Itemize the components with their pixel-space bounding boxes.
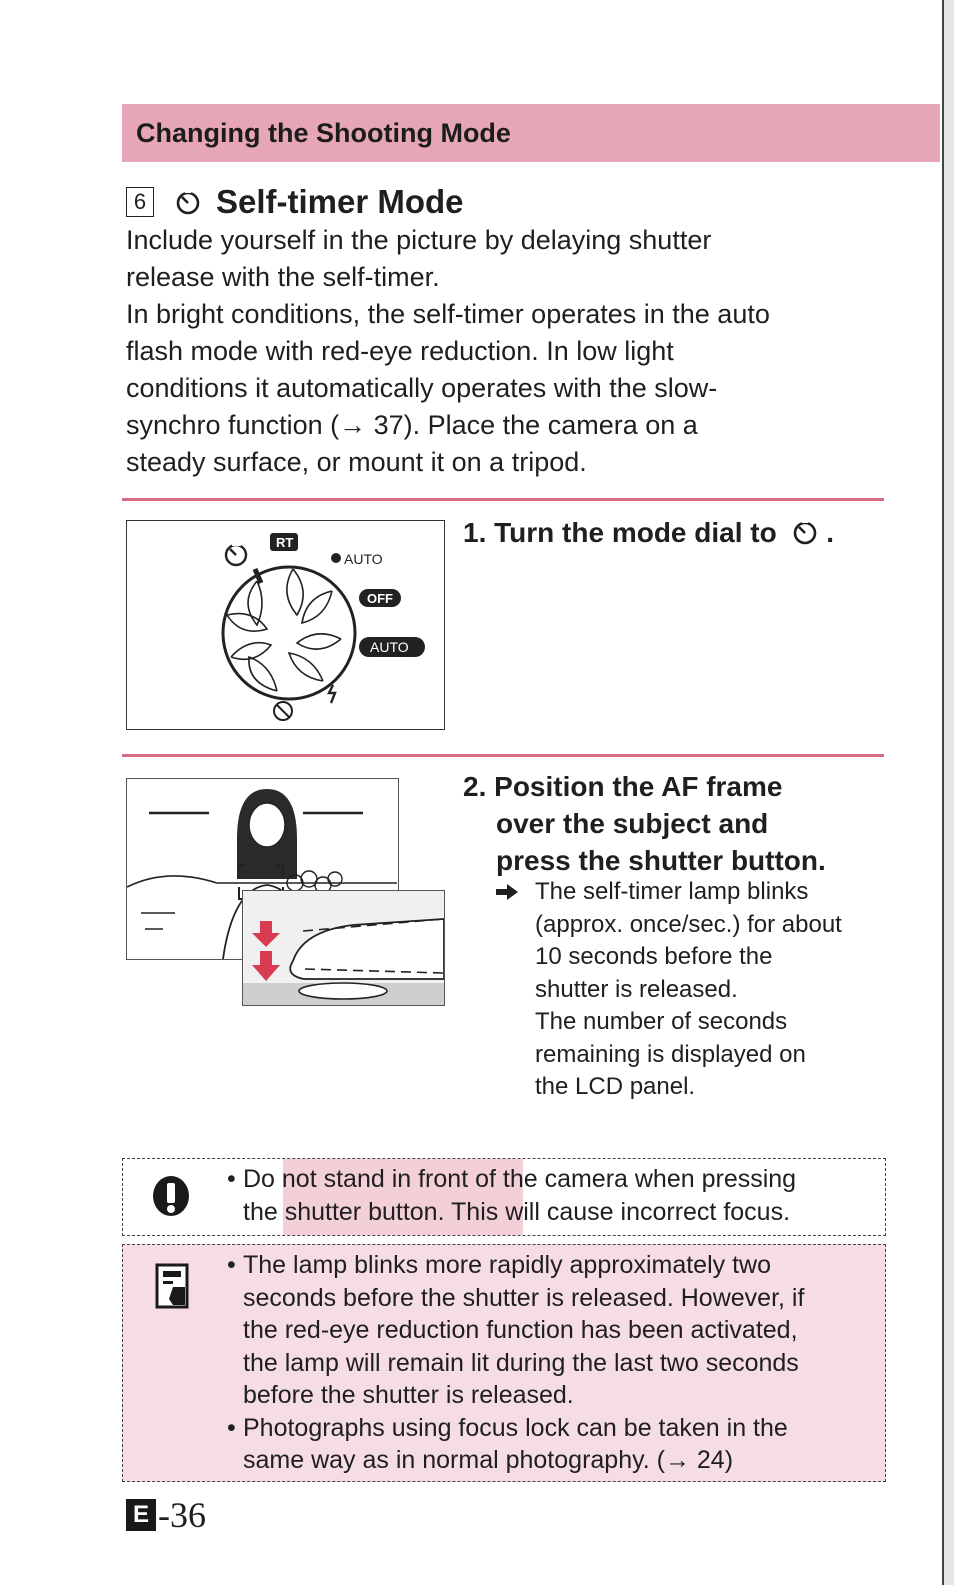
intro-paragraph: [126, 222, 896, 481]
note-line: The self-timer lamp blinks: [535, 878, 809, 905]
self-timer-icon: [791, 518, 819, 546]
flash-icon: [329, 685, 335, 703]
page-number: -36: [158, 1495, 206, 1535]
note-line: (approx. once/sec.) for about: [535, 910, 842, 938]
dial-label-rt: RT: [276, 535, 294, 550]
step-2-line: over the subject and: [496, 808, 769, 839]
intro-line: In bright conditions, the self-timer operates in the auto: [126, 299, 770, 329]
shutter-press-illustration: [242, 890, 445, 1006]
note-line: Photographs using focus lock can be taken in the: [243, 1413, 788, 1442]
dial-label-auto: AUTO: [370, 639, 409, 655]
dial-self-timer-icon: [226, 541, 246, 565]
memo-icon: [155, 1263, 189, 1314]
mode-heading: [126, 183, 464, 221]
note-line: remaining is displayed on: [535, 1040, 806, 1068]
note-box: [122, 1244, 886, 1482]
flash-off-icon: [274, 702, 292, 720]
intro-line: conditions it automatically operates with the slow-: [126, 373, 718, 403]
note-text: • The lamp blinks more rapidly approximately two seconds before the shutter is released. However, if the red-eye reduction function has been activated, the lamp will remain lit during the last two seconds before the shutter is released. • Photographs using focus lock can be taken in the same way as in normal photography. (→ 24): [227, 1249, 804, 1477]
intro-line: steady surface, or mount it on a tripod.: [126, 447, 587, 477]
caution-line: the shutter button. This will cause incorrect focus.: [243, 1197, 791, 1226]
note-line: The number of seconds: [535, 1008, 788, 1035]
section-header: [122, 104, 940, 162]
note-line: the LCD panel.: [535, 1073, 696, 1100]
intro-line: Include yourself in the picture by delaying shutter: [126, 225, 712, 255]
section-divider: [122, 754, 884, 757]
page-footer: [126, 1494, 206, 1536]
step-1-text: Turn the mode dial to: [494, 517, 777, 548]
caution-text: • Do not stand in front of the camera when pressing the shutter button. This will cause incorrect focus.: [227, 1163, 796, 1228]
intro-line: synchro function (→ 37). Place the camera on a: [126, 410, 698, 440]
section-title: Changing the Shooting Mode: [136, 117, 511, 148]
section-divider: [122, 498, 884, 501]
mode-dial-illustration: [126, 520, 445, 730]
intro-line: flash mode with red-eye reduction. In low light: [126, 336, 674, 366]
language-badge: E: [126, 1499, 156, 1531]
note-line: 10 seconds before the: [535, 943, 773, 970]
step-2-number: 2.: [463, 771, 487, 802]
step-2-line: press the shutter button.: [496, 845, 826, 876]
mode-title: Self-timer Mode: [216, 183, 464, 220]
step-1-heading: [463, 514, 834, 551]
caution-icon: [151, 1175, 191, 1222]
caution-line: Do not stand in front of the camera when pressing: [243, 1165, 797, 1193]
mode-number: 6: [126, 187, 154, 217]
dial-label-eye-auto: AUTO: [344, 551, 383, 567]
result-arrow-icon: [496, 881, 520, 907]
note-line: shutter is released.: [535, 975, 738, 1003]
caution-box: [122, 1158, 886, 1236]
note-line: the lamp will remain lit during the last two seconds: [243, 1348, 799, 1377]
dial-label-off: OFF: [367, 591, 393, 606]
note-line: The lamp blinks more rapidly approximately two: [243, 1251, 771, 1279]
step-2-note: [535, 876, 842, 1104]
self-timer-icon: [174, 188, 202, 216]
step-1-number: 1.: [463, 517, 487, 548]
step-2-heading: [463, 768, 826, 879]
intro-line: release with the self-timer.: [126, 262, 440, 292]
step-1-suffix: .: [826, 517, 835, 548]
note-line: before the shutter is released.: [243, 1381, 574, 1409]
step-2-line: Position the AF frame: [494, 771, 783, 802]
note-line: same way as in normal photography. (→ 24): [243, 1446, 734, 1474]
page-edge: [942, 0, 954, 1585]
note-line: seconds before the shutter is released. However, if: [243, 1283, 805, 1312]
note-line: the red-eye reduction function has been activated,: [243, 1316, 798, 1344]
